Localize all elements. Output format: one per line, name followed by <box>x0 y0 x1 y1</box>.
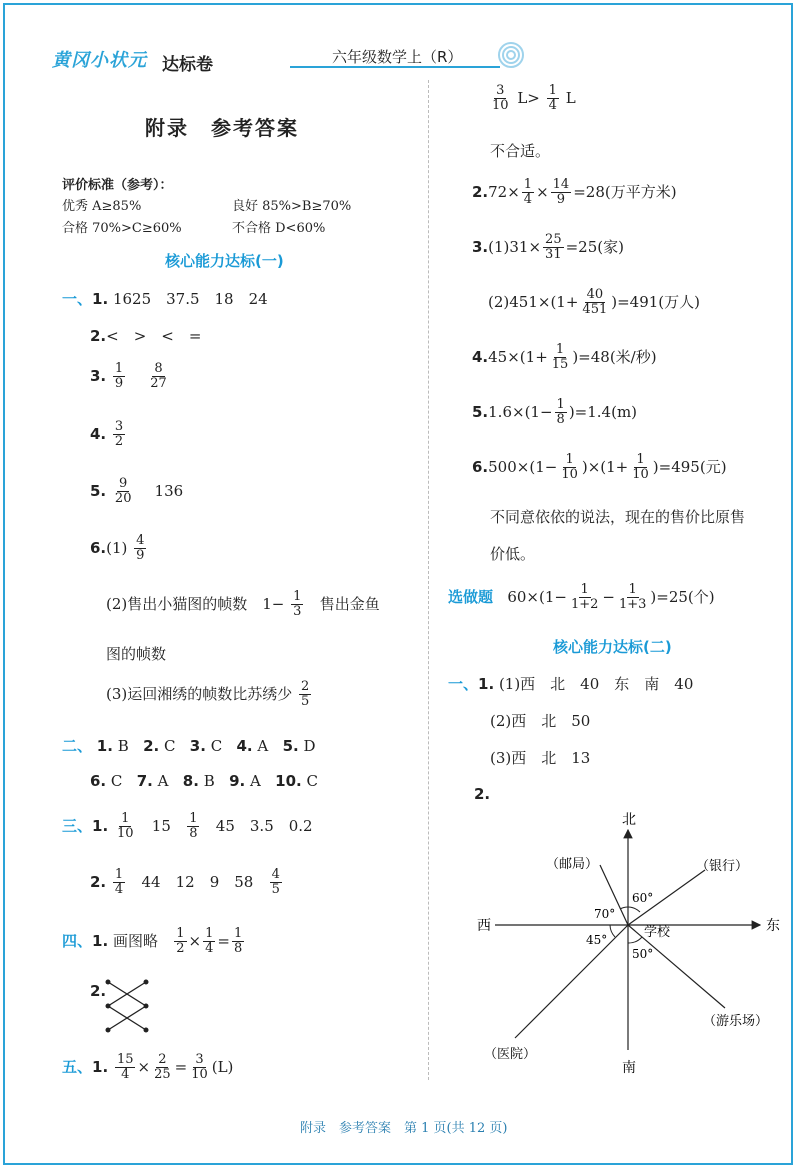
criteria-item: 合格 70%>C≥60% <box>62 221 182 236</box>
answer-row: 2.72× $\frac{1}{4}$ × $\frac{14}{9}$ =28(万平方米) <box>472 177 677 208</box>
book-title: 六年级数学上（R） <box>332 48 463 66</box>
page-footer: 附录 参考答案 第 1 页(共 12 页) <box>300 1121 508 1136</box>
west-label: 西 <box>477 918 491 934</box>
answer-row: (2)售出小猫图的帧数 1− $\frac{1}{3}$ 售出金鱼 <box>106 589 380 620</box>
bank-label: （银行） <box>696 859 749 874</box>
east-label: 东 <box>766 918 780 934</box>
answer-row: 4. $\frac{3}{2}$ <box>90 419 124 450</box>
criteria-item: 优秀 A≥85% <box>62 199 142 214</box>
column-divider <box>428 80 429 1080</box>
south-label: 南 <box>622 1060 636 1076</box>
answer-row: 不合适。 <box>490 142 551 160</box>
angle-label: 45° <box>586 933 608 947</box>
answer-row: 4.45×(1+ $\frac{1}{15}$ )=48(米/秒) <box>472 342 657 373</box>
direction-diagram <box>440 810 790 1080</box>
answer-row: 一、1. 1625 37.5 18 24 <box>62 290 268 308</box>
answer-row: $\frac{3}{10}$ L> $\frac{1}{4}$ L <box>492 83 576 114</box>
question-number: 2. <box>90 982 107 1000</box>
answer-row: 选做题 60×(1− $\frac{1}{1+2}$ − $\frac{1}{1+3}$ )=25(个) <box>448 582 715 613</box>
answer-row: 四、1. 画图略 $\frac{1}{2}$ × $\frac{1}{4}$ = $\frac{1}{8}$ <box>62 926 243 957</box>
answer-row: (2)451×(1+ $\frac{40}{451}$ )=491(万人) <box>488 287 701 318</box>
answer-row: 二、 1. B 2. C 3. C 4. A 5. D <box>62 737 316 755</box>
section-title-1: 核心能力达标(一) <box>165 252 284 270</box>
answer-row: 图的帧数 <box>106 645 167 663</box>
criteria-item: 不合格 D<60% <box>232 221 326 236</box>
angle-label: 70° <box>594 907 616 921</box>
post-office-label: （邮局） <box>546 857 599 872</box>
answer-row: 五、1. $\frac{15}{4}$ × $\frac{2}{25}$ = $\frac{3}{10}$ (L) <box>62 1052 234 1083</box>
answer-row: 6. C 7. A 8. B 9. A 10. C <box>90 772 318 790</box>
park-label: （游乐场） <box>703 1014 769 1029</box>
question-number: 2. <box>474 785 491 803</box>
answer-row: (3)西 北 13 <box>490 749 591 767</box>
school-label: 学校 <box>644 925 671 940</box>
answer-row: 3.(1)31× $\frac{25}{31}$ =25(家) <box>472 232 624 263</box>
park-ray <box>628 925 725 1008</box>
answer-row: (2)西 北 50 <box>490 712 591 730</box>
answer-row: (3)运回湘绣的帧数比苏绣少 $\frac{2}{5}$ <box>106 679 310 710</box>
answer-row: 一、1. (1)西 北 40 东 南 40 <box>448 675 694 693</box>
answer-row: 2.< > < = <box>90 327 202 345</box>
answer-row: 三、1. $\frac{1}{10}$ 15 $\frac{1}{8}$ 45 3.5 0.2 <box>62 811 313 842</box>
logo: 黄冈小状元 <box>52 50 147 71</box>
hospital-label: （医院） <box>484 1047 537 1062</box>
angle-label: 50° <box>632 947 654 961</box>
answer-row: 5.1.6×(1− $\frac{1}{8}$ )=1.4(m) <box>472 397 638 428</box>
hospital-ray <box>515 925 628 1038</box>
north-label: 北 <box>622 812 636 828</box>
criteria-heading: 评价标准（参考）： <box>62 178 173 193</box>
angle-label: 60° <box>632 891 654 905</box>
answer-row: 5. $\frac{9}{20}$ 136 <box>90 476 184 507</box>
answer-row: 6.(1) $\frac{4}{9}$ <box>90 533 145 564</box>
section-title-2: 核心能力达标(二) <box>553 638 672 656</box>
answer-row: 不同意依依的说法，现在的售价比原售 <box>490 508 746 526</box>
series-title: 达标卷 <box>162 55 213 75</box>
criteria-item: 良好 85%>B≥70% <box>232 199 352 214</box>
answer-row: 6.500×(1− $\frac{1}{10}$ )×(1+ $\frac{1}{10}$ )=495(元) <box>472 452 727 483</box>
page-title: 附录 参考答案 <box>145 116 299 140</box>
answer-row: 价低。 <box>490 545 536 563</box>
answer-row: 2. $\frac{1}{4}$ 44 12 9 58 $\frac{4}{5}$ <box>90 867 280 898</box>
header-underline <box>290 66 500 68</box>
swirl-icon <box>496 40 526 70</box>
matching-lines <box>104 978 154 1034</box>
answer-row: 3. $\frac{1}{9}$ $\frac{8}{27}$ <box>90 361 167 392</box>
